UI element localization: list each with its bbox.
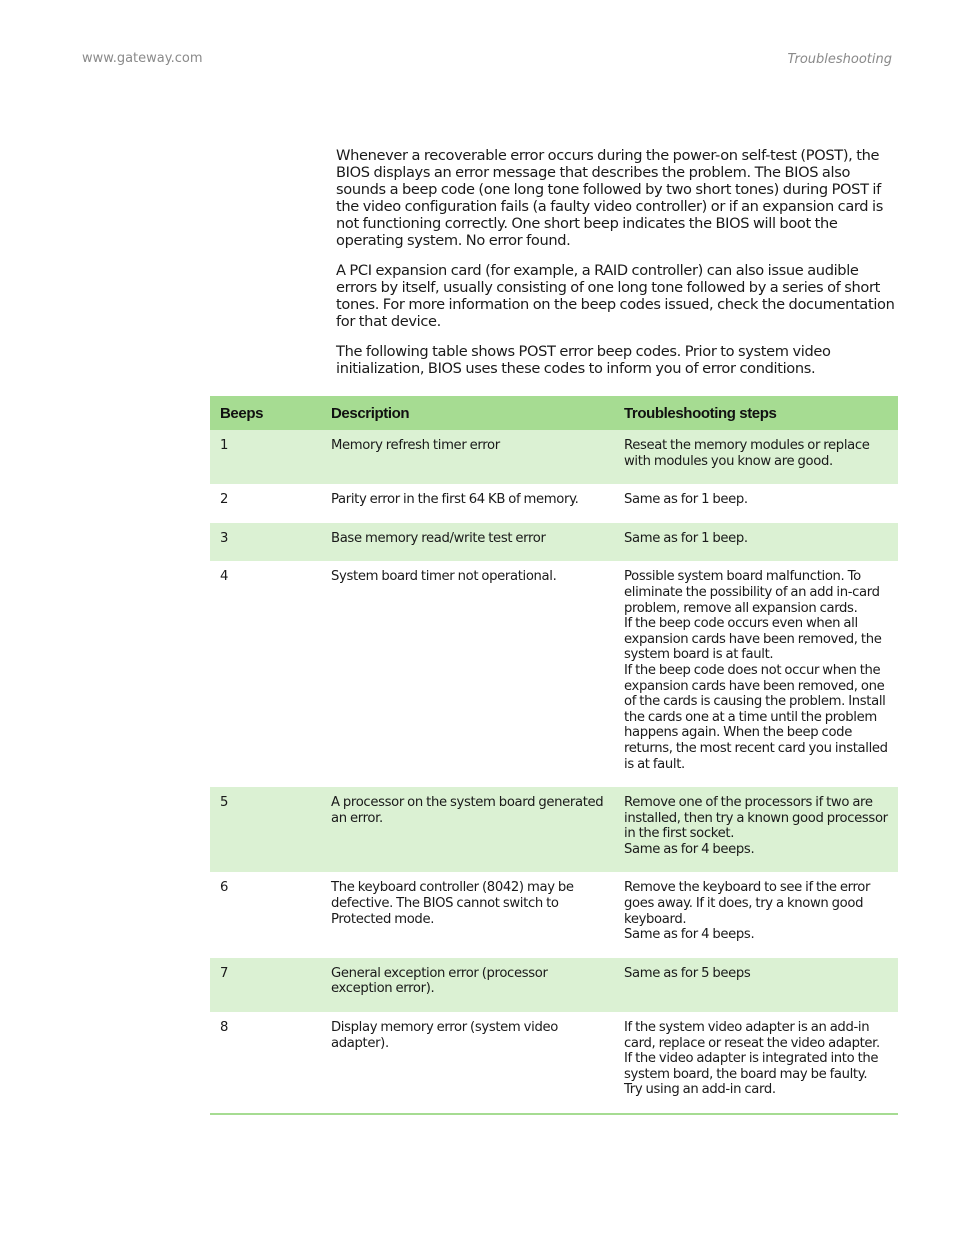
table-row	[210, 523, 898, 562]
beep-count: 8	[220, 1020, 229, 1036]
column-header-beeps: Beeps	[210, 396, 321, 430]
step-text: Same as for 4 beeps.	[624, 841, 755, 857]
step-text: Same as for 5 beeps	[624, 965, 751, 981]
troubleshooting-steps	[614, 430, 898, 484]
beep-count: 6	[220, 880, 229, 896]
table-row	[210, 958, 898, 1012]
beep-count: 2	[220, 492, 229, 508]
table-row	[210, 561, 898, 787]
table-header-row	[210, 396, 898, 430]
step-text: Same as for 4 beeps.	[624, 927, 755, 943]
error-description: Memory refresh timer error	[321, 430, 614, 484]
troubleshooting-steps	[614, 958, 898, 1012]
beep-count: 7	[210, 958, 321, 1012]
error-description: The keyboard controller (8042) may be defective. The BIOS cannot switch to Protected mode.	[331, 880, 574, 927]
table-row	[210, 872, 898, 957]
troubleshooting-steps	[614, 484, 898, 523]
beep-count: 5	[210, 787, 321, 872]
step-text: If the beep code does not occur when the expansion cards have been removed, one of the cards is causing the problem. Install the cards one at a time until the problem happens again. When the beep code returns, the most recent card you installed is at fault.	[624, 662, 888, 772]
beep-count: 3	[210, 523, 321, 562]
header-section-title: Troubleshooting	[787, 52, 892, 67]
table-row	[210, 484, 898, 523]
step-text: Same as for 1 beep.	[624, 530, 748, 546]
error-description: Display memory error (system video adapter).	[331, 1020, 558, 1051]
error-description: A processor on the system board generated an error.	[321, 787, 614, 872]
intro-paragraph: Whenever a recoverable error occurs during the power-on self-test (POST), the BIOS displays an error message that describes the problem. The BIOS also sounds a beep code (one long tone followed by two short tones) during POST if the video configuration fails (a faulty video controller) or if an expansion card is not functioning correctly. One short beep indicates the BIOS will boot the operating system. No error found.	[336, 147, 883, 249]
table-row	[210, 430, 898, 484]
error-description: Base memory read/write test error	[321, 523, 614, 562]
troubleshooting-steps	[614, 1012, 898, 1114]
troubleshooting-steps	[614, 872, 898, 957]
intro-text	[336, 147, 898, 390]
beep-count: 4	[220, 569, 229, 585]
step-text: Same as for 1 beep.	[624, 492, 748, 508]
header-website: www.gateway.com	[82, 51, 203, 66]
step-text: Remove the keyboard to see if the error goes away. If it does, try a known good keyboard.	[624, 880, 871, 927]
step-text: If the system video adapter is an add-in card, replace or reseat the video adapter. If the video adapter is integrated into the system board, the board may be faulty. Try using an add-in card.	[624, 1020, 880, 1098]
intro-paragraph: The following table shows POST error beep codes. Prior to system video initialization, BIOS uses these codes to inform you of error conditions.	[336, 343, 831, 377]
beep-codes-table	[210, 396, 898, 1115]
step-text: Possible system board malfunction. To eliminate the possibility of an add in-card problem, remove all expansion cards.	[624, 569, 880, 616]
troubleshooting-steps	[614, 523, 898, 562]
column-header-troubleshooting-steps: Troubleshooting steps	[614, 396, 898, 430]
intro-paragraph: A PCI expansion card (for example, a RAID controller) can also issue audible errors by itself, usually consisting of one long tone followed by a series of short tones. For more information on the beep codes issued, check the documentation for that device.	[336, 262, 895, 330]
step-text: If the beep code occurs even when all expansion cards have been removed, the system board is at fault.	[624, 616, 882, 663]
troubleshooting-steps	[614, 561, 898, 787]
table-row	[210, 1012, 898, 1114]
step-text: Reseat the memory modules or replace with modules you know are good.	[624, 438, 870, 469]
table-row	[210, 787, 898, 872]
error-description: General exception error (processor exception error).	[321, 958, 614, 1012]
error-description: System board timer not operational.	[331, 569, 557, 585]
troubleshooting-steps	[614, 787, 898, 872]
step-text: Remove one of the processors if two are installed, then try a known good processor in the first socket.	[624, 795, 888, 842]
error-description: Parity error in the first 64 KB of memory.	[331, 492, 579, 508]
beep-count: 1	[210, 430, 321, 484]
column-header-description: Description	[321, 396, 614, 430]
